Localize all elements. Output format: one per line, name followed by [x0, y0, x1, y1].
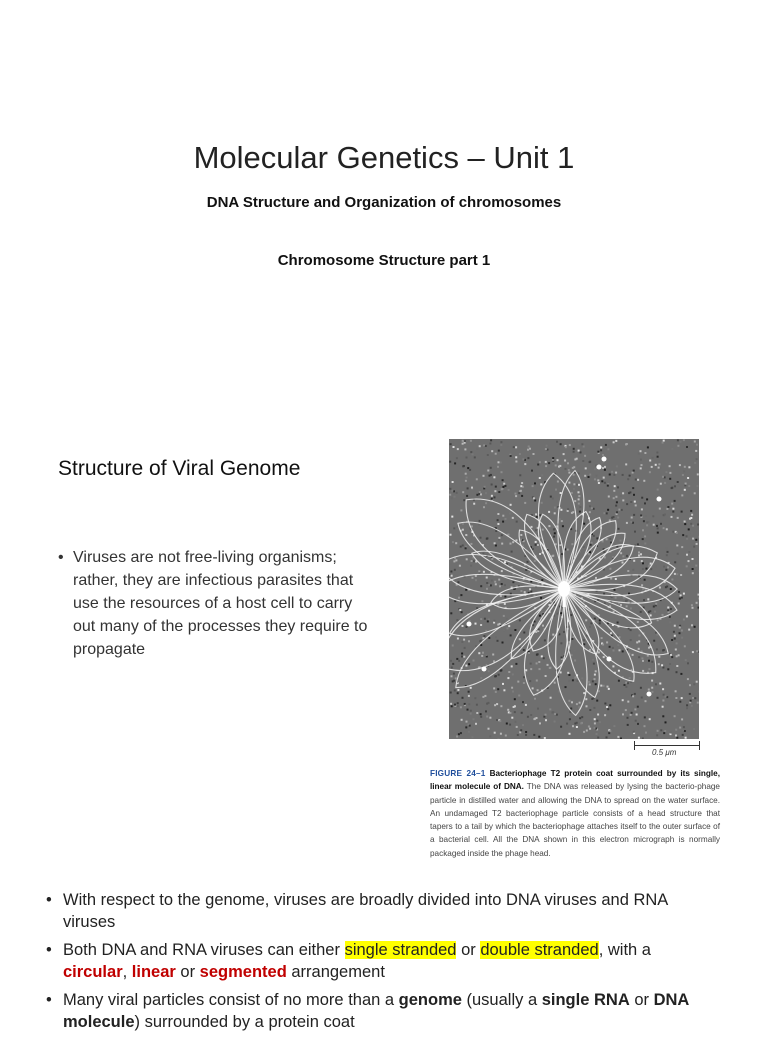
bullet-text: or — [456, 941, 480, 959]
highlight-single-stranded: single stranded — [345, 941, 457, 959]
bullet-item: • Viruses are not free-living organisms; rather, they are infectious parasites that use the resources of a host cell to carry out many of the processes they require to propagate — [58, 546, 378, 661]
highlight-double-stranded: double stranded — [480, 941, 598, 959]
bullet-item-1 — [46, 889, 706, 933]
bullet-text: Many viral particles consist of no more than a — [63, 991, 399, 1009]
figure-text: The DNA was released by lysing the bacterio-phage particle in distilled water and allowing the DNA to spread on the water surface. An undamaged T2 bacteriophage particle consists of a head structure that tapers to a tail by which the bacteriophage attaches itself to the outer surface of a bacterial cell. All the DNA shown in this electron micrograph is normally packaged inside the phage head. — [430, 782, 720, 857]
bullet-text: , — [123, 963, 132, 981]
bullet-text: (usually a — [462, 991, 542, 1009]
electron-micrograph — [449, 439, 699, 739]
bullet-text: With respect to the genome, viruses are broadly divided into DNA viruses and RNA viruses — [63, 891, 667, 931]
figure-number: FIGURE 24–1 — [430, 769, 485, 778]
bullet-item-2 — [46, 939, 706, 983]
figure-caption — [430, 767, 720, 860]
term-circular: circular — [63, 963, 123, 981]
term-dna-molecule: DNA molecule — [63, 991, 689, 1031]
bullet-item-3 — [46, 989, 706, 1033]
genome-bullets — [46, 889, 706, 1039]
bullet-text: arrangement — [287, 963, 385, 981]
viral-bullets — [58, 546, 378, 661]
scale-label: 0.5 μm — [652, 748, 676, 757]
bullet-text: ) surrounded by a protein coat — [135, 1013, 355, 1031]
bullet-text: Both DNA and RNA viruses can either — [63, 941, 345, 959]
term-genome: genome — [399, 991, 462, 1009]
term-segmented: segmented — [200, 963, 287, 981]
slide-title: Molecular Genetics – Unit 1 — [0, 140, 768, 176]
term-single-rna: single RNA — [542, 991, 630, 1009]
bullet-text: , with a — [599, 941, 651, 959]
slide-part: Chromosome Structure part 1 — [0, 252, 768, 269]
bullet-text: or — [630, 991, 654, 1009]
micrograph-image — [449, 439, 699, 739]
viral-genome-heading: Structure of Viral Genome — [58, 457, 300, 481]
bullet-text: or — [176, 963, 200, 981]
slide-subtitle: DNA Structure and Organization of chromosomes — [0, 194, 768, 211]
figure-title: Bacteriophage T2 protein coat surrounded by its single, linear molecule of DNA. — [430, 769, 720, 791]
term-linear: linear — [132, 963, 176, 981]
